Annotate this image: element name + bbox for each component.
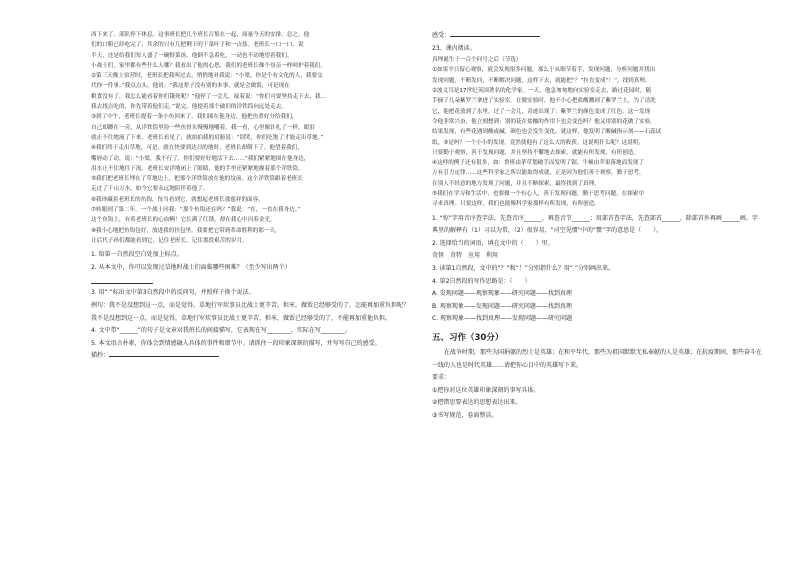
passage-line: 泪水止不住地往下流。老班长安详地闭上了眼睛，他的手里还紧紧地握着那个洋铁筒。 — [91, 165, 304, 172]
passage-line: 在别人不经意的地方发现了问题，并且不断探索，最终找到了真理。 — [432, 180, 600, 187]
passage-line: 小战士们，家里都有些什么人哪？我看出了他的心思，我们的老班长像个母亲一样呵护着我们。 — [91, 62, 326, 69]
passage-line: 纸。③是吗？一个小小的发现，竟然使他有了这么大的收获。这说明什么呢？这说明， — [432, 139, 644, 146]
passage-line: 只要勤于观察，善于发现问题，并且坚持不懈地去探索，就能有所发现，有所创造。 — [432, 149, 639, 156]
reading-passage-2 — [432, 65, 762, 209]
passage-line: 我去找点吃的，你先带着他们走。”说完，他提着那个破旧的洋铁筒向远处走去。 — [91, 104, 287, 111]
right-column — [432, 30, 762, 423]
passage-line: 手摘了几朵紫罗兰拿进了实验室。在做实验时，他不小心把盐酸溅到了紫罗兰上，为了清洗 — [432, 98, 656, 105]
requirements-label: 要求： — [432, 374, 451, 382]
reading-passage — [91, 30, 421, 246]
question-5: 5. 本文语言朴素，你体会到情感融入具体的事件和细节中。请抓住一段印象深刻的描写，并写写自己的感受。 — [91, 339, 381, 347]
passage-line: ④我们终于走出草地，可是，就在快要到达目的地时，老班长却倒下了。他望着我们， — [91, 145, 303, 152]
passage-title: 真理诞生于一百个问号之后（节选） — [432, 57, 522, 64]
passage-line: 就止不住地流了下来。老班长看见了，就拍拍我的肩膀说：“别哭，你们吃饱了才能走出草地。” — [91, 134, 324, 141]
requirement-3: ③书写规范，卷面整洁。 — [432, 411, 498, 419]
requirement-2: ②把错思要表达的思想表达出来。 — [432, 399, 522, 407]
question-3: 3. 用“ ”标出文中第3自然段中的反问句，并照样子换个说法。 — [91, 289, 255, 297]
passage-line: ④这样的例子还有很多，如：鲁班由茅草划破手而发明了锯，牛顿由苹果落地而发现了 — [432, 160, 644, 167]
example-rewrite: 我不是没想到这一点，而是觉得，草地行军炊事员比战士更辛苦，担米，做饭已经够受的了，不能再加重他负担。 — [91, 314, 392, 322]
passage-line: 万有引力定律……这些科学家之所以能取得成就，正是因为他们善于观察，勤于思考， — [432, 170, 645, 177]
passage-line: 粮食没有了，我怎么能看着你们饿死呢？”他停了一会儿，接着说：“你们可要坚持走下去，我… — [91, 93, 327, 100]
passage-line: ⑤我们把老班长埋在了草地边上，把那个洋铁筒放在他的坟前。这个洋铁筒跟着老班长 — [91, 176, 303, 183]
passage-line: 发现问题，不断发问，不断解决问题，这样下去，就能把“？”拉直变成“！”，找到真理。 — [432, 77, 651, 84]
passage-line: 西下来了。部队停下休息。这事班长把几个班长召集在一起，商量今天的安排。总之，他 — [91, 32, 310, 38]
r-question-3: 3. 读第1自然段，文中的“？”和“！”分别指什么？用“ ”分别画出来。 — [432, 265, 615, 273]
passage-line: 令他非常兴奋，他立刻想到：别的花在盐酸的作用下也会变色吗？他又用别的花做了实验， — [432, 118, 656, 125]
passage-line: 这个鱼钩上，有着老班长的心血啊！它长满了红锈，却在我心中闪着金光。 — [91, 217, 276, 224]
option-c: C. 观察现象——找到真理——发现问题——研究问题 — [432, 315, 573, 323]
passage-line: 自己却蹲在一旁，从洋铁筒里捡一些鱼骨头慢慢地嚼着。我一看，心里像针扎了一样，眼泪 — [91, 124, 315, 131]
passage-line: 代你一件事。”我点点头。他说：“我这辈子没有别的本事，就是会做饭，可是现在 — [91, 83, 290, 90]
question-2: 2. 从本文中，你可以发现过草地时战士们面临哪些困难？（至少写出两个） — [91, 263, 291, 271]
left-column — [91, 30, 421, 363]
passage-line: 走过了千山万水，如今它要永远地陪伴着他了。 — [91, 186, 209, 193]
passage-line: ②第三天晚上宿营时，老班长把我叫过去，悄悄地对我说：“小梁，你是个有文化的人，我要交 — [91, 73, 323, 80]
requirement-1: ①把你对这位英雄印象深刻的事写具体。 — [432, 386, 540, 394]
essay-prompt: 在战争时期，那些为国捐躯的烈士是英雄；在和平年代，那些为祖国默默无私奉献的人是英雄；在抗疫期间，那些奋斗在一线的人也是时代英雄……请把你心目中的英雄写下来。 — [432, 348, 762, 369]
example-sentence: 例句：我不是没想到这一点，而是觉得，草地行军炊事员比战士更辛苦，担米，做饭已经够受的了，怎能再加重负担呢？ — [91, 302, 410, 310]
r-question-4: 4. 第2自然段的写作思路是：（ ） — [432, 277, 531, 285]
passage-line: ①如果平日留心观察，就会发现很多问题。那么于从细节着手，发现问题，分析问题并找出 — [432, 67, 656, 74]
question-4: 4. 文中带“______”的句子是文章对我班长的间接描写，它表现在写________，实际在写________。 — [91, 327, 351, 335]
answer-line[interactable] — [91, 275, 153, 284]
word-choices: 奇怪 奇特 应用 利用 — [432, 252, 499, 260]
question-1: 1. 给第一自然段空白处加上标点。 — [91, 251, 183, 259]
passage-line: ⑤我们在学习和生活中，也要做一个有心人，善于发现问题，勤于思考问题，在探索中 — [432, 191, 644, 198]
passage-line: ⑧我小心地把鱼钩包好，放进我的挂包里。我要把它带到革命胜利的那一天， — [91, 227, 281, 234]
passage-line: 们的口粮已经吃完了，其余的只有几把剩下的干菜叶子和一点盐。老班长一口一口，说 — [91, 42, 304, 49]
passage-line: 结果发现，有些花遇到酸或碱，颜色也会发生变化。就这样，他发明了酸碱指示剂——石蕊试 — [432, 129, 662, 136]
excerpt-row — [91, 350, 421, 363]
passage-line: ⑥我珍藏着老班长的鱼钩，每当看到它，就想起老班长那慈祥的面容。 — [91, 196, 264, 203]
passage-line: ③到了中午，老班长提着一条小鱼回来了。我们围在他身边，他把鱼煮好分给我们， — [91, 114, 298, 121]
excerpt-answer-line[interactable] — [109, 350, 219, 357]
question-23: 23、课内阅读。 — [432, 44, 476, 52]
passage-line: 嘴唇动了动，说：“小梁，我不行了，你们要好好地活下去……”我们紧紧地围在他身边， — [91, 155, 310, 162]
feeling-answer-line[interactable] — [450, 30, 540, 37]
section-five-title: 五、习作（30分） — [432, 332, 504, 343]
option-b: B. 观察现象——发现问题——研究问题——找到真理 — [432, 302, 572, 310]
passage-line: 它，他把花放到了水里。过了一会儿，奇迹出现了：紫罗兰的颜色变成了红色。这一发现 — [432, 108, 651, 115]
passage-line: ②波义耳是17世纪英国著名的化学家。一天，他急匆匆地向实验室走去，路过花园时，随 — [432, 88, 652, 95]
passage-line: ⑦转眼到了第二年，一个战士问我：“那个鱼钩还在吗？”我说：“在，一直在我身边。” — [91, 207, 301, 214]
r-question-2: 2. 选择恰当的词语，填在文中的（ ）里。 — [432, 239, 554, 247]
passage-line: 寻求真理。只要这样，我们也能像科学家那样有所发现，有所创造。 — [432, 201, 600, 208]
option-a: A. 发现问题——观察现象——研究问题——找到真理 — [432, 290, 572, 298]
r-question-1: 1. “惊”字用音序查字法，先查音序______，再查音节______；用部首查字法，先查部首______，除部首外再画______画。字典里的解释有（1）习以为常，（2）很容易，“司空见惯”中的“惯”字的意思是（ ）。 — [432, 214, 758, 235]
feeling-row — [432, 30, 762, 43]
feeling-label: 感受： — [432, 32, 451, 39]
passage-line: 半天，还是给我们每人盛了一碗野菜汤。他倒不急着吃，一动也不动地望着我们。 — [91, 52, 293, 59]
excerpt-label: 描抄： — [91, 352, 110, 360]
passage-line: 让后代子孙们都能看到它，记住老班长，记住那段艰苦的岁月。 — [91, 237, 248, 244]
